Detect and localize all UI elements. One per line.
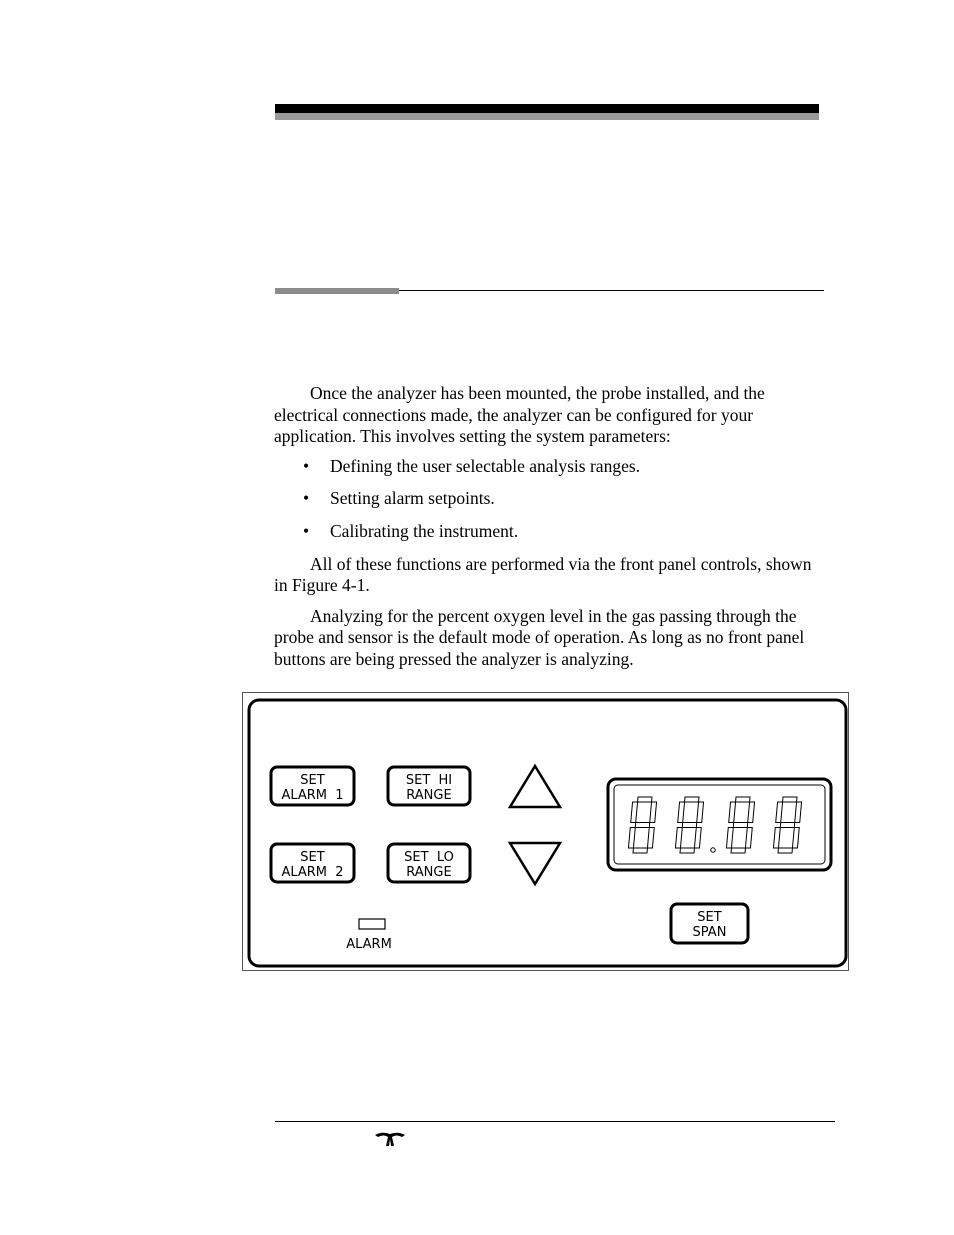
set-hi-range-label-line2: RANGE <box>406 788 452 803</box>
set-alarm-2-label-line1: SET <box>300 850 325 865</box>
bullet-icon: • <box>303 520 310 541</box>
paragraph-analyzing: Analyzing for the percent oxygen level in the gas passing through the probe and sensor is the default mode of operation. As long as no front panel buttons are being pressed the analyzer is analyzing. <box>274 605 805 669</box>
bullet-icon: • <box>303 488 310 509</box>
digit-segment <box>780 823 794 828</box>
triangle-down-icon[interactable] <box>510 843 560 884</box>
alarm-led-icon <box>359 919 385 929</box>
set-lo-range-label-line1: SET LO <box>404 850 454 865</box>
set-alarm-2-button[interactable] <box>271 844 354 882</box>
set-hi-range-label-line1: SET HI <box>405 773 453 788</box>
set-lo-range-button[interactable] <box>388 844 470 882</box>
digit-segment <box>783 797 797 802</box>
bullet-item <box>274 488 824 510</box>
bullet-item <box>274 521 824 543</box>
set-span-label-line2: SPAN <box>692 925 727 940</box>
digit-segment <box>685 797 699 802</box>
set-alarm-1-label-line2: ALARM 1 <box>281 788 344 803</box>
alarm-label: ALARM <box>346 937 392 952</box>
set-alarm-1-label-line1: SET <box>300 773 325 788</box>
bullet-item <box>274 456 824 478</box>
set-alarm-1-button[interactable] <box>271 767 354 805</box>
digit-segment <box>682 823 696 828</box>
bullet-icon: • <box>303 455 310 476</box>
header-rule-dark <box>275 104 819 113</box>
section-rule-accent <box>275 288 399 294</box>
bullet-text: Defining the user selectable analysis ranges. <box>330 455 641 476</box>
set-hi-range-button[interactable] <box>388 767 470 805</box>
teledyne-logo-icon <box>373 1131 407 1152</box>
set-span-button[interactable] <box>671 904 748 943</box>
triangle-up-icon[interactable] <box>510 766 560 807</box>
bullet-text: Setting alarm setpoints. <box>330 488 495 509</box>
digit-segment <box>731 848 745 853</box>
set-lo-range-label-line2: RANGE <box>406 865 452 880</box>
digit-segment <box>633 848 647 853</box>
bullet-text: Calibrating the instrument. <box>330 520 519 541</box>
digit-segment <box>635 823 649 828</box>
front-panel-drawing <box>243 693 848 970</box>
set-alarm-2-label-line2: ALARM 2 <box>281 865 344 880</box>
set-span-label-line1: SET <box>697 910 722 925</box>
digit-segment <box>680 848 694 853</box>
digit-segment <box>736 797 750 802</box>
front-panel-figure <box>242 692 849 971</box>
bullet-list <box>274 456 824 543</box>
digit-segment <box>778 848 792 853</box>
body-text <box>274 383 824 671</box>
paragraph-intro: Once the analyzer has been mounted, the probe installed, and the electrical connections made, the analyzer can be configured for your application. This involves setting the system parameters: <box>274 383 765 447</box>
footer-rule <box>275 1121 835 1122</box>
paragraph-front-panel: All of these functions are performed via the front panel controls, shown in Figure 4-1. <box>274 553 812 596</box>
seven-segment-display <box>608 779 831 870</box>
digit-segment <box>733 823 747 828</box>
header-rule-gray <box>275 113 819 120</box>
digit-segment <box>638 797 652 802</box>
